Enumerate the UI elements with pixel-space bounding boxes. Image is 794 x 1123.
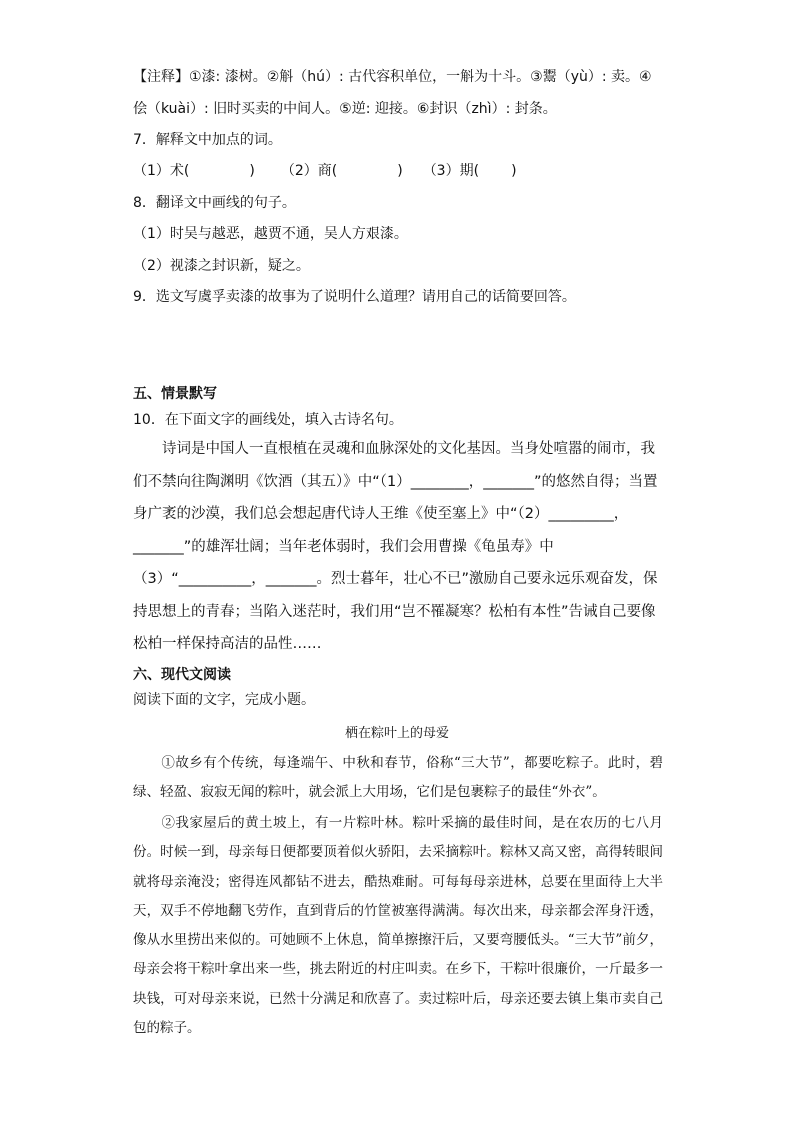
story-paragraph-1: ①故乡有个传统，每逢端午、中秋和春节，俗称“三大节”，都要吃粽子。此时，碧绿、轻盈、寂寂无闻的粽叶，就会派上大用场，它们是包裹粽子的最佳“外衣”。 [133, 755, 663, 801]
question-10-prompt: 10．在下面文字的画线处，填入古诗名句。 [133, 412, 403, 428]
question-7-prompt: 7．解释文中加点的词。 [133, 132, 282, 148]
question-9-prompt: 9．选文写虞孚卖漆的故事为了说明什么道理？请用自己的话简要回答。 [133, 289, 576, 305]
q7-item-2: （2）商( [280, 163, 338, 179]
section-5-heading: 五、情景默写 [133, 386, 217, 402]
question-8-prompt: 8．翻译文中画线的句子。 [133, 195, 296, 211]
q7-item-3: （3）期( [422, 163, 480, 179]
section-6-heading: 六、现代文阅读 [133, 667, 231, 683]
question-8-sentence-2: （2）视漆之封识新，疑之。 [133, 258, 310, 274]
question-10-paragraph: 诗词是中国人一直根植在灵魂和血脉深处的文化基因。当身处喧嚣的闹市，我们不禁向往陶渊明《饮酒（其五）》中“（1）________，_______”的悠然自得；当置身广袤的沙漠，我们总会想起唐代诗人王维《使至塞上》中“（2）_________，_______”的雄浑壮阔；当年老体弱时，我们会用曹操《龟虽寿》中（3）“__________，_______。烈士暮年，壮心不已”激励自己要永远乐观奋发，保持思想上的青春；当陷入迷茫时，我们用“岂不罹凝寒？松柏有本性”告诫自己要像松柏一样保持高洁的品性…… [133, 441, 658, 652]
question-7-items: （1）术( ) （2）商( ) （3）期( ) [133, 163, 517, 179]
notes-line-1: 【注释】①漆: 漆树。②斛（hú）: 古代容积单位，一斛为十斗。③鬻（yù）: 卖。④ [133, 69, 652, 85]
notes-line-2: 侩（kuài）: 旧时买卖的中间人。⑤逆: 迎接。⑥封识（zhì）: 封条。 [133, 101, 557, 117]
story-title: 栖在粽叶上的母爱 [344, 726, 449, 741]
question-8-sentence-1: （1）时吴与越恶，越贾不通，吴人方艰漆。 [133, 226, 408, 242]
story-paragraph-2: ②我家屋后的黄土坡上，有一片粽叶林。粽叶采摘的最佳时间，是在农历的七八月份。时候一到，母亲每日便都要顶着似火骄阳，去采摘粽叶。粽林又高又密，高得转眼间就将母亲淹没；密得连风都钻不进去，酷热难耐。可每每母亲进林，总要在里面待上大半天，双手不停地翻飞劳作，直到背后的竹筐被塞得满满。每次出来，母亲都会浑身汗透，像从水里捞出来似的。可她顾不上休息，简单擦擦汗后，又要弯腰低头。“三大节”前夕，母亲会将干粽叶拿出来一些，挑去附近的村庄叫卖。在乡下，干粽叶很廉价，一斤最多一块钱，可对母亲来说，已然十分满足和欣喜了。卖过粽叶后，母亲还要去镇上集市卖自己包的粽子。 [133, 815, 663, 1037]
section-6-instruction: 阅读下面的文字，完成小题。 [133, 692, 315, 708]
q7-item-1: （1）术( [133, 163, 190, 179]
